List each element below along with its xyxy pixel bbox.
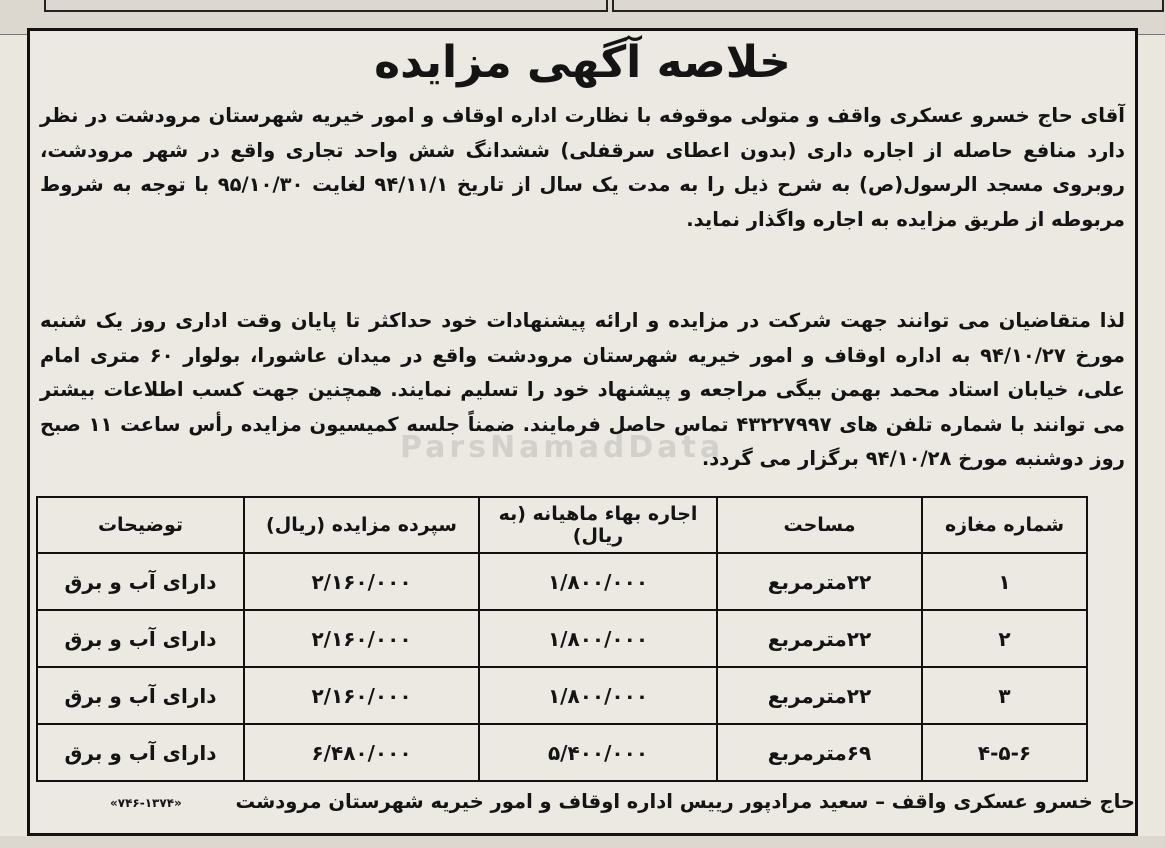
cell-area: ۲۲مترمربع	[717, 610, 922, 667]
cell-deposit: ۲/۱۶۰/۰۰۰	[244, 667, 479, 724]
cell-deposit: ۲/۱۶۰/۰۰۰	[244, 610, 479, 667]
ad-code: «۷۴۶-۱۳۷۴»	[110, 796, 182, 810]
cell-shop-number: ۲	[922, 610, 1087, 667]
cell-notes: دارای آب و برق	[37, 667, 244, 724]
notice-title: خلاصه آگهی مزایده	[374, 37, 791, 88]
table-row	[37, 553, 1087, 610]
adjacent-ad-box-left	[44, 0, 608, 12]
cell-shop-number: ۱	[922, 553, 1087, 610]
header-shop-number: شماره مغازه	[922, 497, 1087, 553]
cell-monthly-rent: ۱/۸۰۰/۰۰۰	[479, 553, 717, 610]
cell-notes: دارای آب و برق	[37, 724, 244, 781]
shops-table	[36, 496, 1088, 782]
cell-shop-number: ۴-۵-۶	[922, 724, 1087, 781]
header-area: مساحت	[717, 497, 922, 553]
cell-deposit: ۶/۴۸۰/۰۰۰	[244, 724, 479, 781]
table-row	[37, 667, 1087, 724]
adjacent-ad-box-right	[612, 0, 1164, 12]
notice-paragraph-2: لذا متقاضیان می توانند جهت شرکت در مزایده و ارائه پیشنهادات خود حداکثر تا پایان وقت اداری روز یک شنبه مورخ ۹۴/۱۰/۲۷ به اداره اوقاف و امور خیریه شهرستان مرودشت واقع در میدان عاشورا، بولوار ۶۰ متری امام علی، خیابان استاد محمد بهمن بیگی مراجعه و پیشنهاد خود را تسلیم نمایند. همچنین جهت کسب اطلاعات بیشتر می توانند با شماره تلفن های ۴۳۲۲۷۹۹۷ تماس حاصل فرمایند. ضمناً جلسه کمیسیون مزایده رأس ساعت ۱۱ صبح روز دوشنبه مورخ ۹۴/۱۰/۲۸ برگزار می گردد.	[40, 309, 1125, 470]
cell-shop-number: ۳	[922, 667, 1087, 724]
signature-line: حاج خسرو عسکری واقف – سعید مرادپور رییس اداره اوقاف و امور خیریه شهرستان مرودشت	[235, 790, 1135, 813]
cell-area: ۶۹مترمربع	[717, 724, 922, 781]
cell-monthly-rent: ۱/۸۰۰/۰۰۰	[479, 610, 717, 667]
cell-area: ۲۲مترمربع	[717, 553, 922, 610]
table-row	[37, 610, 1087, 667]
header-monthly-rent: اجاره بهاء ماهیانه (به ریال)	[479, 497, 717, 553]
cell-monthly-rent: ۵/۴۰۰/۰۰۰	[479, 724, 717, 781]
table-header-row	[37, 497, 1087, 553]
watermark-logo: ParsNamadData	[400, 430, 725, 465]
header-deposit: سپرده مزایده (ریال)	[244, 497, 479, 553]
cell-monthly-rent: ۱/۸۰۰/۰۰۰	[479, 667, 717, 724]
cell-deposit: ۲/۱۶۰/۰۰۰	[244, 553, 479, 610]
next-ad-strip	[0, 836, 1165, 848]
table-row	[37, 724, 1087, 781]
cell-notes: دارای آب و برق	[37, 553, 244, 610]
header-notes: توضیحات	[37, 497, 244, 553]
cell-notes: دارای آب و برق	[37, 610, 244, 667]
notice-paragraph-1: آقای حاج خسرو عسکری واقف و متولی موقوفه با نظارت اداره اوقاف و امور خیریه شهرستان مرودشت در نظر دارد منافع حاصله از اجاره داری (بدون اعطای سرقفلی) ششدانگ شش واحد تجاری واقع در شهر مرودشت، روبروی مسجد الرسول(ص) به شرح ذیل را به مدت یک سال از تاریخ ۹۴/۱۱/۱ لغایت ۹۵/۱۰/۳۰ با توجه به شروط مربوطه از طریق مزایده به اجاره واگذار نماید.	[40, 104, 1125, 231]
cell-area: ۲۲مترمربع	[717, 667, 922, 724]
